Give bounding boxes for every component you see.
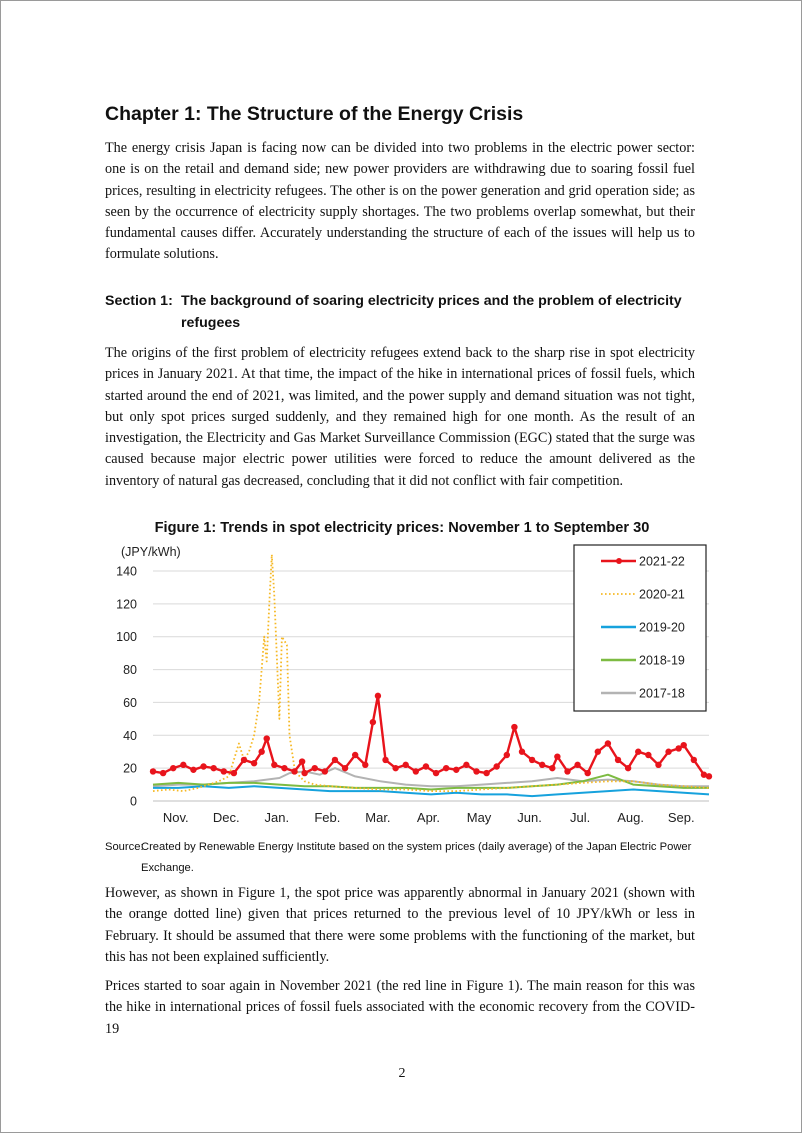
data-point	[511, 724, 517, 730]
data-point	[655, 762, 661, 768]
data-point	[200, 763, 206, 769]
section-paragraph: The origins of the first problem of electricity refugees extend back to the sharp rise in spot electricity prices in January 2021. At that time, the impact of the hike in international prices of fossil fuels, which started around the end of 2021, was limited, and the power supply and demand situation was not tight, but only spot prices surged suddenly, and they remained high for one month. As the result of an investigation, the Electricity and Gas Market Surveillance Commission (EGC) stated that the surge was caused because major electric power utilities were forced to reduce the amount delivered as the inventory of natural gas decreased, concluding that it did not conflict with fair competition.	[105, 345, 695, 489]
y-tick-label: 100	[116, 630, 137, 645]
data-point	[615, 757, 621, 763]
analysis-paragraph: However, as shown in Figure 1, the spot price was apparently abnormal in January 2021 (shown with the orange dotted line) given that prices returned to the previous level of 10 JPY/kWh or less in February. It should be assumed that there were some problems with the functioning of the market, but this has not been explained sufficiently.	[105, 885, 695, 965]
data-point	[322, 768, 328, 774]
data-point	[691, 757, 697, 763]
data-point	[332, 757, 338, 763]
data-point	[494, 763, 500, 769]
x-tick-label: Apr.	[416, 810, 441, 825]
data-point	[382, 757, 388, 763]
section-title: The background of soaring electricity prices and the problem of electricity refugees	[181, 293, 682, 331]
data-point	[665, 749, 671, 755]
closing-paragraph: Prices started to soar again in November 2021 (the red line in Figure 1). The main reason for this was the hike in international prices of fossil fuels associated with the economic recovery from the COVID-19	[105, 978, 695, 1037]
data-point	[281, 765, 287, 771]
data-point	[554, 753, 560, 759]
data-point	[375, 693, 381, 699]
data-point	[231, 770, 237, 776]
data-point	[210, 765, 216, 771]
data-point	[473, 768, 479, 774]
data-point	[160, 770, 166, 776]
y-tick-label: 140	[116, 564, 137, 579]
legend-marker	[616, 558, 622, 564]
data-point	[574, 762, 580, 768]
y-tick-label: 0	[130, 794, 137, 809]
data-point	[433, 770, 439, 776]
data-point	[299, 758, 305, 764]
legend-label: 2020-21	[639, 587, 685, 602]
data-point	[301, 770, 307, 776]
data-point	[264, 735, 270, 741]
data-point	[625, 765, 631, 771]
legend-label: 2021-22	[639, 554, 685, 569]
data-point	[453, 767, 459, 773]
data-point	[519, 749, 525, 755]
data-point	[413, 768, 419, 774]
figure-title: Figure 1: Trends in spot electricity prices: November 1 to September 30	[154, 520, 650, 536]
data-point	[271, 762, 277, 768]
x-tick-label: Jan.	[264, 810, 290, 825]
legend-label: 2019-20	[639, 620, 685, 635]
legend-label: 2017-18	[639, 686, 685, 701]
data-point	[564, 768, 570, 774]
data-point	[258, 749, 264, 755]
data-point	[539, 762, 545, 768]
x-tick-label: Feb.	[314, 810, 341, 825]
data-point	[362, 762, 368, 768]
data-point	[443, 765, 449, 771]
data-point	[595, 749, 601, 755]
data-point	[221, 768, 227, 774]
data-point	[352, 752, 358, 758]
data-point	[370, 719, 376, 725]
data-point	[584, 770, 590, 776]
data-point	[150, 768, 156, 774]
source-label: Source:	[105, 841, 144, 853]
x-tick-label: Nov.	[162, 810, 189, 825]
chapter-title: Chapter 1: The Structure of the Energy Crisis	[105, 103, 524, 125]
price-trend-chart	[1, 537, 802, 829]
data-point	[504, 752, 510, 758]
data-point	[681, 742, 687, 748]
page-number: 2	[398, 1066, 406, 1081]
data-point	[342, 765, 348, 771]
data-point	[423, 763, 429, 769]
y-axis-label: (JPY/kWh)	[121, 545, 181, 559]
data-point	[549, 765, 555, 771]
data-point	[483, 770, 489, 776]
data-point	[706, 773, 712, 779]
x-tick-label: Sep.	[667, 810, 695, 825]
legend-label: 2018-19	[639, 653, 685, 668]
source-text: Created by Renewable Energy Institute based on the system prices (daily average) of the Japan Electric Power Exchange.	[141, 841, 692, 874]
data-point	[291, 768, 297, 774]
x-tick-label: Jun.	[517, 810, 542, 825]
x-tick-label: May	[466, 810, 492, 825]
data-point	[241, 757, 247, 763]
section-number: Section 1:	[105, 293, 173, 309]
data-point	[312, 765, 318, 771]
data-point	[529, 757, 535, 763]
data-point	[180, 762, 186, 768]
x-tick-label: Dec.	[212, 810, 240, 825]
y-tick-label: 60	[123, 695, 137, 710]
intro-paragraph: The energy crisis Japan is facing now can be divided into two problems in the electric power sector: one is on the retail and demand side; new power providers are withdrawing due to soaring fossil fuel prices, resulting in electricity refugees. The other is on the power generation and grid operation side; as seen by the occurrence of electricity supply shortages. The two problems overlap somewhat, but their fundamental causes differ. Accurately understanding the structure of each of the issues will help us to formulate solutions.	[105, 140, 695, 263]
y-tick-label: 20	[123, 761, 137, 776]
x-tick-label: Aug.	[617, 810, 645, 825]
data-point	[190, 767, 196, 773]
data-point	[403, 762, 409, 768]
data-point	[251, 760, 257, 766]
x-tick-label: Mar.	[365, 810, 391, 825]
data-point	[635, 749, 641, 755]
data-point	[170, 765, 176, 771]
y-tick-label: 80	[123, 663, 137, 678]
data-point	[645, 752, 651, 758]
y-tick-label: 120	[116, 597, 137, 612]
y-tick-label: 40	[123, 728, 137, 743]
chart-legend	[574, 545, 706, 711]
x-tick-label: Jul.	[569, 810, 591, 825]
data-point	[463, 762, 469, 768]
data-point	[392, 765, 398, 771]
series-201920-line	[153, 786, 709, 796]
data-point	[605, 740, 611, 746]
